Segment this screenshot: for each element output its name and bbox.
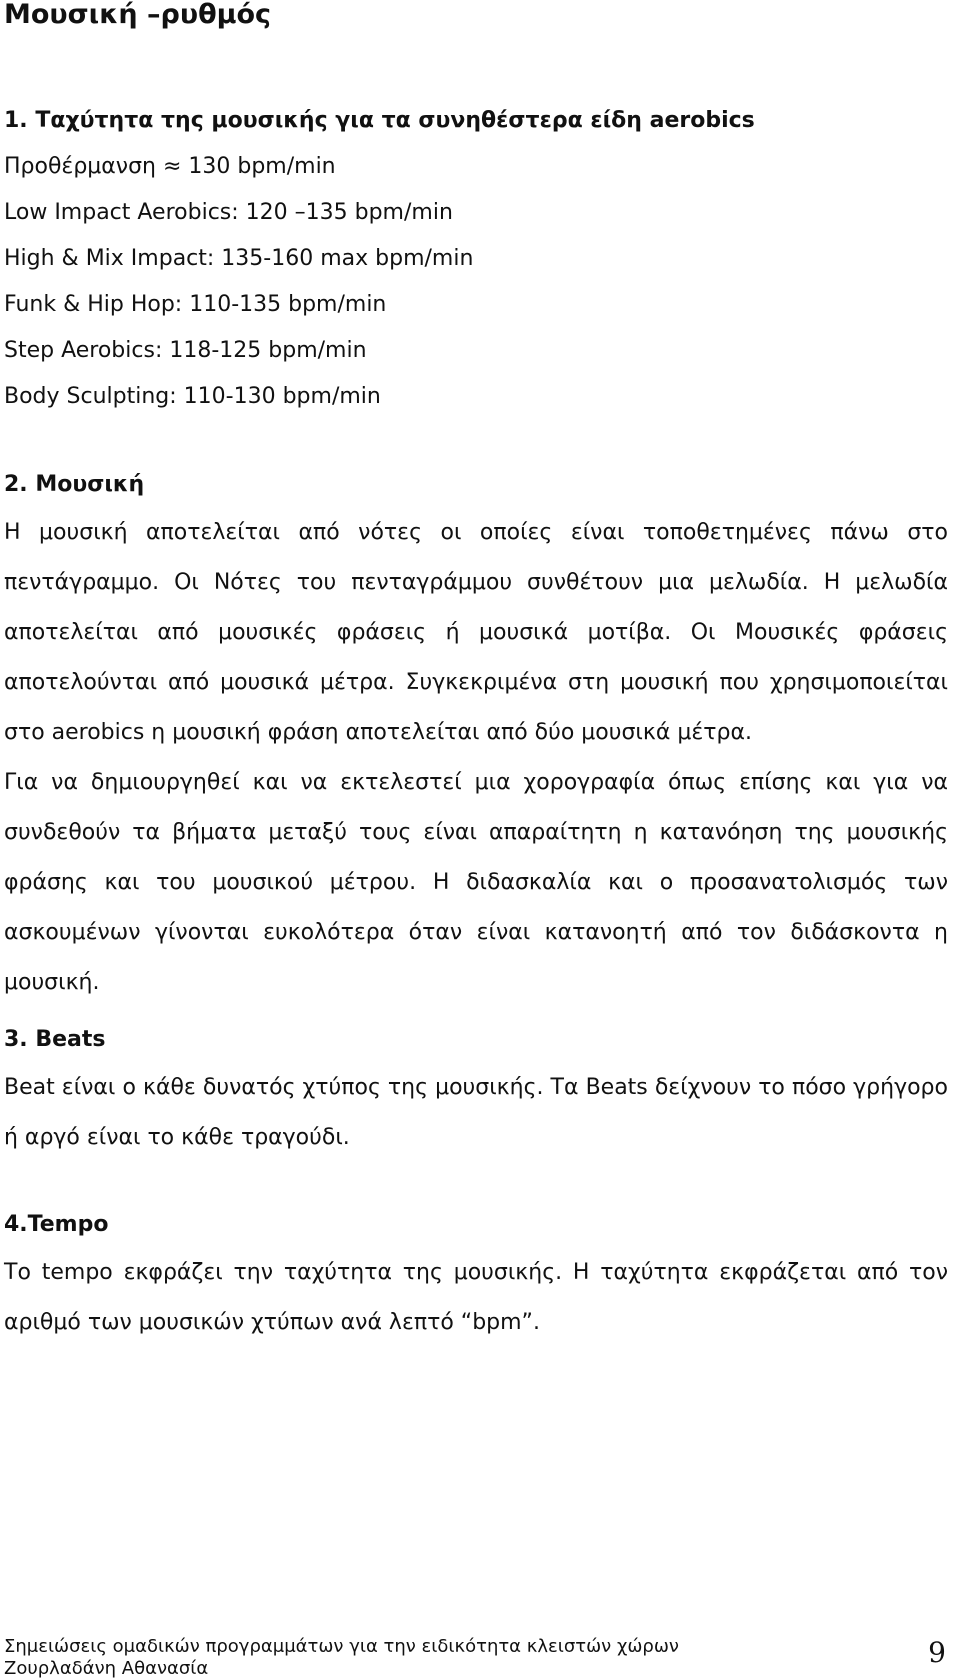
section-heading: 2. Μουσική — [4, 472, 145, 497]
list-item: Funk & Hip Hop: 110-135 bpm/min — [4, 292, 387, 317]
list-item: High & Mix Impact: 135-160 max bpm/min — [4, 246, 474, 271]
page-number: 9 — [928, 1636, 946, 1669]
footer-author: Ζουρλαδάνη Αθανασία — [4, 1658, 209, 1679]
paragraph: Το tempo εκφράζει την ταχύτητα της μουσικής. Η ταχύτητα εκφράζεται από τον αριθμό των μουσικών χτύπων ανά λεπτό “bpm”. — [4, 1260, 948, 1335]
list-item: Body Sculpting: 110-130 bpm/min — [4, 384, 381, 409]
list-item: Low Impact Aerobics: 120 –135 bpm/min — [4, 200, 453, 225]
paragraph: Η μουσική αποτελείται από νότες οι οποίες είναι τοποθετημένες πάνω στο πεντάγραμμο. Οι Νότες του πενταγράμμου συνθέτουν μια μελωδία. Η μελωδία αποτελείται από μουσικές φράσεις ή μουσικά μοτίβα. Οι Μουσικές φράσεις αποτελούνται από μουσικά μέτρα. Συγκεκριμένα στη μουσική που χρησιμοποιείται στο aerobics η μουσική φράση αποτελείται από δύο μουσικά μέτρα. — [4, 520, 948, 745]
page-title: Μουσική –ρυθμός — [4, 0, 272, 30]
paragraph: Για να δημιουργηθεί και να εκτελεστεί μια χορογραφία όπως επίσης και για να συνδεθούν τα βήματα μεταξύ τους είναι απαραίτητη η κατανόηση της μουσικής φράσης και του μουσικού μέτρου. Η διδασκαλία και ο προσανατολισμός των ασκουμένων γίνονται ευκολότερα όταν είναι κατανοητή από τον διδάσκοντα η μουσική. — [4, 770, 948, 995]
page-footer — [4, 1636, 954, 1680]
section-heading: 4.Tempo — [4, 1212, 109, 1237]
section-heading: 3. Beats — [4, 1027, 106, 1052]
section-heading: 1. Ταχύτητα της μουσικής για τα συνηθέστερα είδη aerobics — [4, 108, 755, 133]
section-tempo-list — [4, 106, 755, 428]
list-item: Προθέρμανση ≈ 130 bpm/min — [4, 154, 336, 179]
section-tempo — [4, 1210, 948, 1348]
section-beats — [4, 1025, 948, 1163]
footer-title: Σημειώσεις ομαδικών προγραμμάτων για την ειδικότητα κλειστών χώρων — [4, 1636, 679, 1657]
list-item: Step Aerobics: 118-125 bpm/min — [4, 338, 367, 363]
paragraph: Beat είναι ο κάθε δυνατός χτύπος της μουσικής. Τα Beats δείχνουν το πόσο γρήγορο ή αργό είναι το κάθε τραγούδι. — [4, 1075, 948, 1150]
section-music — [4, 470, 948, 1008]
